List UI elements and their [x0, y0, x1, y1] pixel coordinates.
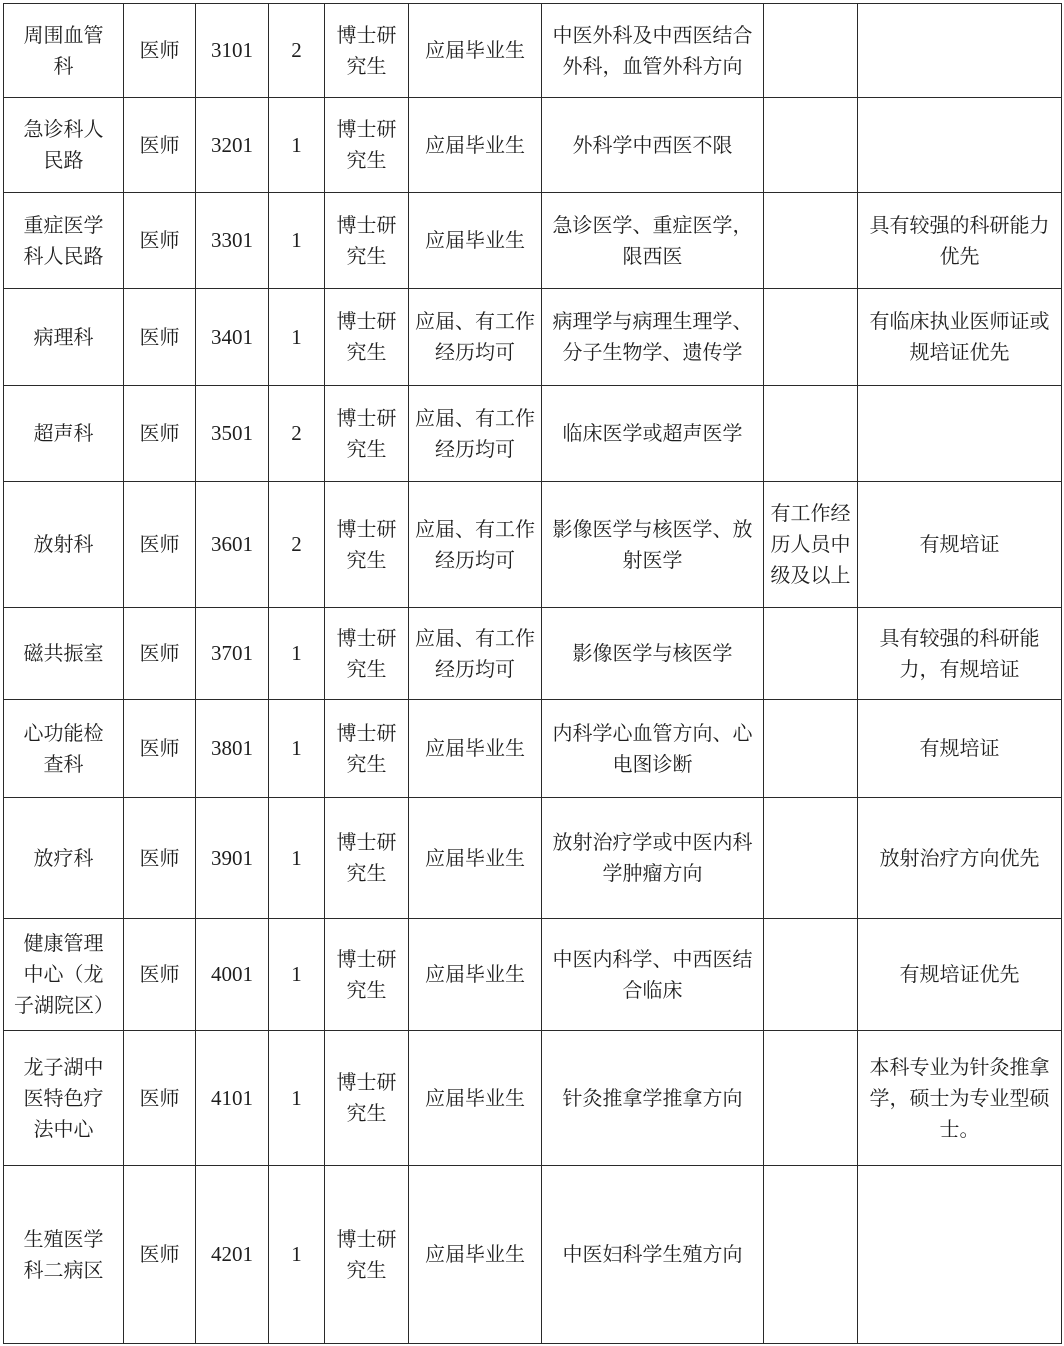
- department-cell: 急诊科人民路: [4, 98, 124, 193]
- education-cell: 博士研究生: [325, 700, 409, 798]
- department-cell: 重症医学科人民路: [4, 193, 124, 289]
- table-row: [4, 386, 1062, 482]
- major-cell: 影像医学与核医学、放射医学: [542, 482, 764, 608]
- department-cell: 健康管理中心（龙子湖院区）: [4, 919, 124, 1031]
- other-requirement-cell: 本科专业为针灸推拿学，硕士为专业型硕士。: [858, 1031, 1062, 1166]
- table-row: [4, 798, 1062, 919]
- candidate-type-cell: 应届、有工作经历均可: [409, 386, 542, 482]
- department-cell: 病理科: [4, 289, 124, 386]
- position-code-cell: 4001: [196, 919, 269, 1031]
- position-code-cell: 4201: [196, 1166, 269, 1344]
- other-requirement-cell: 具有较强的科研能力，有规培证: [858, 608, 1062, 700]
- position-cell: 医师: [124, 700, 196, 798]
- headcount-cell: 2: [269, 386, 325, 482]
- title-requirement-cell: 有工作经历人员中级及以上: [764, 482, 858, 608]
- candidate-type-cell: 应届、有工作经历均可: [409, 482, 542, 608]
- candidate-type-cell: 应届、有工作经历均可: [409, 289, 542, 386]
- headcount-cell: 1: [269, 608, 325, 700]
- other-requirement-cell: [858, 1166, 1062, 1344]
- candidate-type-cell: 应届毕业生: [409, 4, 542, 98]
- table-row: [4, 1031, 1062, 1166]
- position-code-cell: 4101: [196, 1031, 269, 1166]
- table-row: [4, 4, 1062, 98]
- table-row: [4, 1166, 1062, 1344]
- title-requirement-cell: [764, 4, 858, 98]
- education-cell: 博士研究生: [325, 98, 409, 193]
- other-requirement-cell: [858, 386, 1062, 482]
- title-requirement-cell: [764, 700, 858, 798]
- title-requirement-cell: [764, 1031, 858, 1166]
- major-cell: 针灸推拿学推拿方向: [542, 1031, 764, 1166]
- candidate-type-cell: 应届毕业生: [409, 700, 542, 798]
- headcount-cell: 1: [269, 700, 325, 798]
- major-cell: 内科学心血管方向、心电图诊断: [542, 700, 764, 798]
- position-cell: 医师: [124, 1031, 196, 1166]
- position-cell: 医师: [124, 482, 196, 608]
- major-cell: 病理学与病理生理学、分子生物学、遗传学: [542, 289, 764, 386]
- position-code-cell: 3501: [196, 386, 269, 482]
- table-row: [4, 700, 1062, 798]
- table-body: [4, 4, 1062, 1344]
- candidate-type-cell: 应届毕业生: [409, 193, 542, 289]
- position-cell: 医师: [124, 386, 196, 482]
- table-row: [4, 919, 1062, 1031]
- department-cell: 超声科: [4, 386, 124, 482]
- major-cell: 中医内科学、中西医结合临床: [542, 919, 764, 1031]
- position-code-cell: 3201: [196, 98, 269, 193]
- headcount-cell: 1: [269, 289, 325, 386]
- headcount-cell: 1: [269, 98, 325, 193]
- candidate-type-cell: 应届毕业生: [409, 98, 542, 193]
- headcount-cell: 2: [269, 4, 325, 98]
- other-requirement-cell: 有规培证优先: [858, 919, 1062, 1031]
- education-cell: 博士研究生: [325, 4, 409, 98]
- headcount-cell: 1: [269, 193, 325, 289]
- position-code-cell: 3601: [196, 482, 269, 608]
- position-cell: 医师: [124, 798, 196, 919]
- department-cell: 龙子湖中医特色疗法中心: [4, 1031, 124, 1166]
- major-cell: 中医妇科学生殖方向: [542, 1166, 764, 1344]
- headcount-cell: 1: [269, 1031, 325, 1166]
- table-row: [4, 193, 1062, 289]
- position-code-cell: 3401: [196, 289, 269, 386]
- candidate-type-cell: 应届毕业生: [409, 1031, 542, 1166]
- education-cell: 博士研究生: [325, 482, 409, 608]
- position-cell: 医师: [124, 4, 196, 98]
- department-cell: 生殖医学科二病区: [4, 1166, 124, 1344]
- position-cell: 医师: [124, 289, 196, 386]
- other-requirement-cell: 有规培证: [858, 700, 1062, 798]
- table-row: [4, 289, 1062, 386]
- education-cell: 博士研究生: [325, 919, 409, 1031]
- position-code-cell: 3101: [196, 4, 269, 98]
- education-cell: 博士研究生: [325, 289, 409, 386]
- other-requirement-cell: [858, 98, 1062, 193]
- education-cell: 博士研究生: [325, 798, 409, 919]
- education-cell: 博士研究生: [325, 1166, 409, 1344]
- major-cell: 放射治疗学或中医内科学肿瘤方向: [542, 798, 764, 919]
- table-row: [4, 608, 1062, 700]
- title-requirement-cell: [764, 289, 858, 386]
- headcount-cell: 1: [269, 798, 325, 919]
- title-requirement-cell: [764, 919, 858, 1031]
- department-cell: 周围血管科: [4, 4, 124, 98]
- position-cell: 医师: [124, 193, 196, 289]
- headcount-cell: 1: [269, 919, 325, 1031]
- major-cell: 中医外科及中西医结合外科，血管外科方向: [542, 4, 764, 98]
- candidate-type-cell: 应届毕业生: [409, 919, 542, 1031]
- major-cell: 外科学中西医不限: [542, 98, 764, 193]
- education-cell: 博士研究生: [325, 386, 409, 482]
- position-cell: 医师: [124, 919, 196, 1031]
- candidate-type-cell: 应届、有工作经历均可: [409, 608, 542, 700]
- recruitment-table: [3, 3, 1062, 1344]
- education-cell: 博士研究生: [325, 193, 409, 289]
- department-cell: 放射科: [4, 482, 124, 608]
- department-cell: 心功能检查科: [4, 700, 124, 798]
- title-requirement-cell: [764, 193, 858, 289]
- other-requirement-cell: [858, 4, 1062, 98]
- title-requirement-cell: [764, 1166, 858, 1344]
- position-code-cell: 3301: [196, 193, 269, 289]
- other-requirement-cell: 放射治疗方向优先: [858, 798, 1062, 919]
- major-cell: 急诊医学、重症医学，限西医: [542, 193, 764, 289]
- headcount-cell: 1: [269, 1166, 325, 1344]
- position-code-cell: 3901: [196, 798, 269, 919]
- other-requirement-cell: 有规培证: [858, 482, 1062, 608]
- education-cell: 博士研究生: [325, 1031, 409, 1166]
- title-requirement-cell: [764, 798, 858, 919]
- department-cell: 磁共振室: [4, 608, 124, 700]
- candidate-type-cell: 应届毕业生: [409, 798, 542, 919]
- education-cell: 博士研究生: [325, 608, 409, 700]
- position-cell: 医师: [124, 1166, 196, 1344]
- position-cell: 医师: [124, 98, 196, 193]
- table-row: [4, 98, 1062, 193]
- department-cell: 放疗科: [4, 798, 124, 919]
- title-requirement-cell: [764, 608, 858, 700]
- headcount-cell: 2: [269, 482, 325, 608]
- position-cell: 医师: [124, 608, 196, 700]
- major-cell: 影像医学与核医学: [542, 608, 764, 700]
- position-code-cell: 3801: [196, 700, 269, 798]
- title-requirement-cell: [764, 98, 858, 193]
- other-requirement-cell: 有临床执业医师证或规培证优先: [858, 289, 1062, 386]
- title-requirement-cell: [764, 386, 858, 482]
- major-cell: 临床医学或超声医学: [542, 386, 764, 482]
- other-requirement-cell: 具有较强的科研能力优先: [858, 193, 1062, 289]
- position-code-cell: 3701: [196, 608, 269, 700]
- candidate-type-cell: 应届毕业生: [409, 1166, 542, 1344]
- table-row: [4, 482, 1062, 608]
